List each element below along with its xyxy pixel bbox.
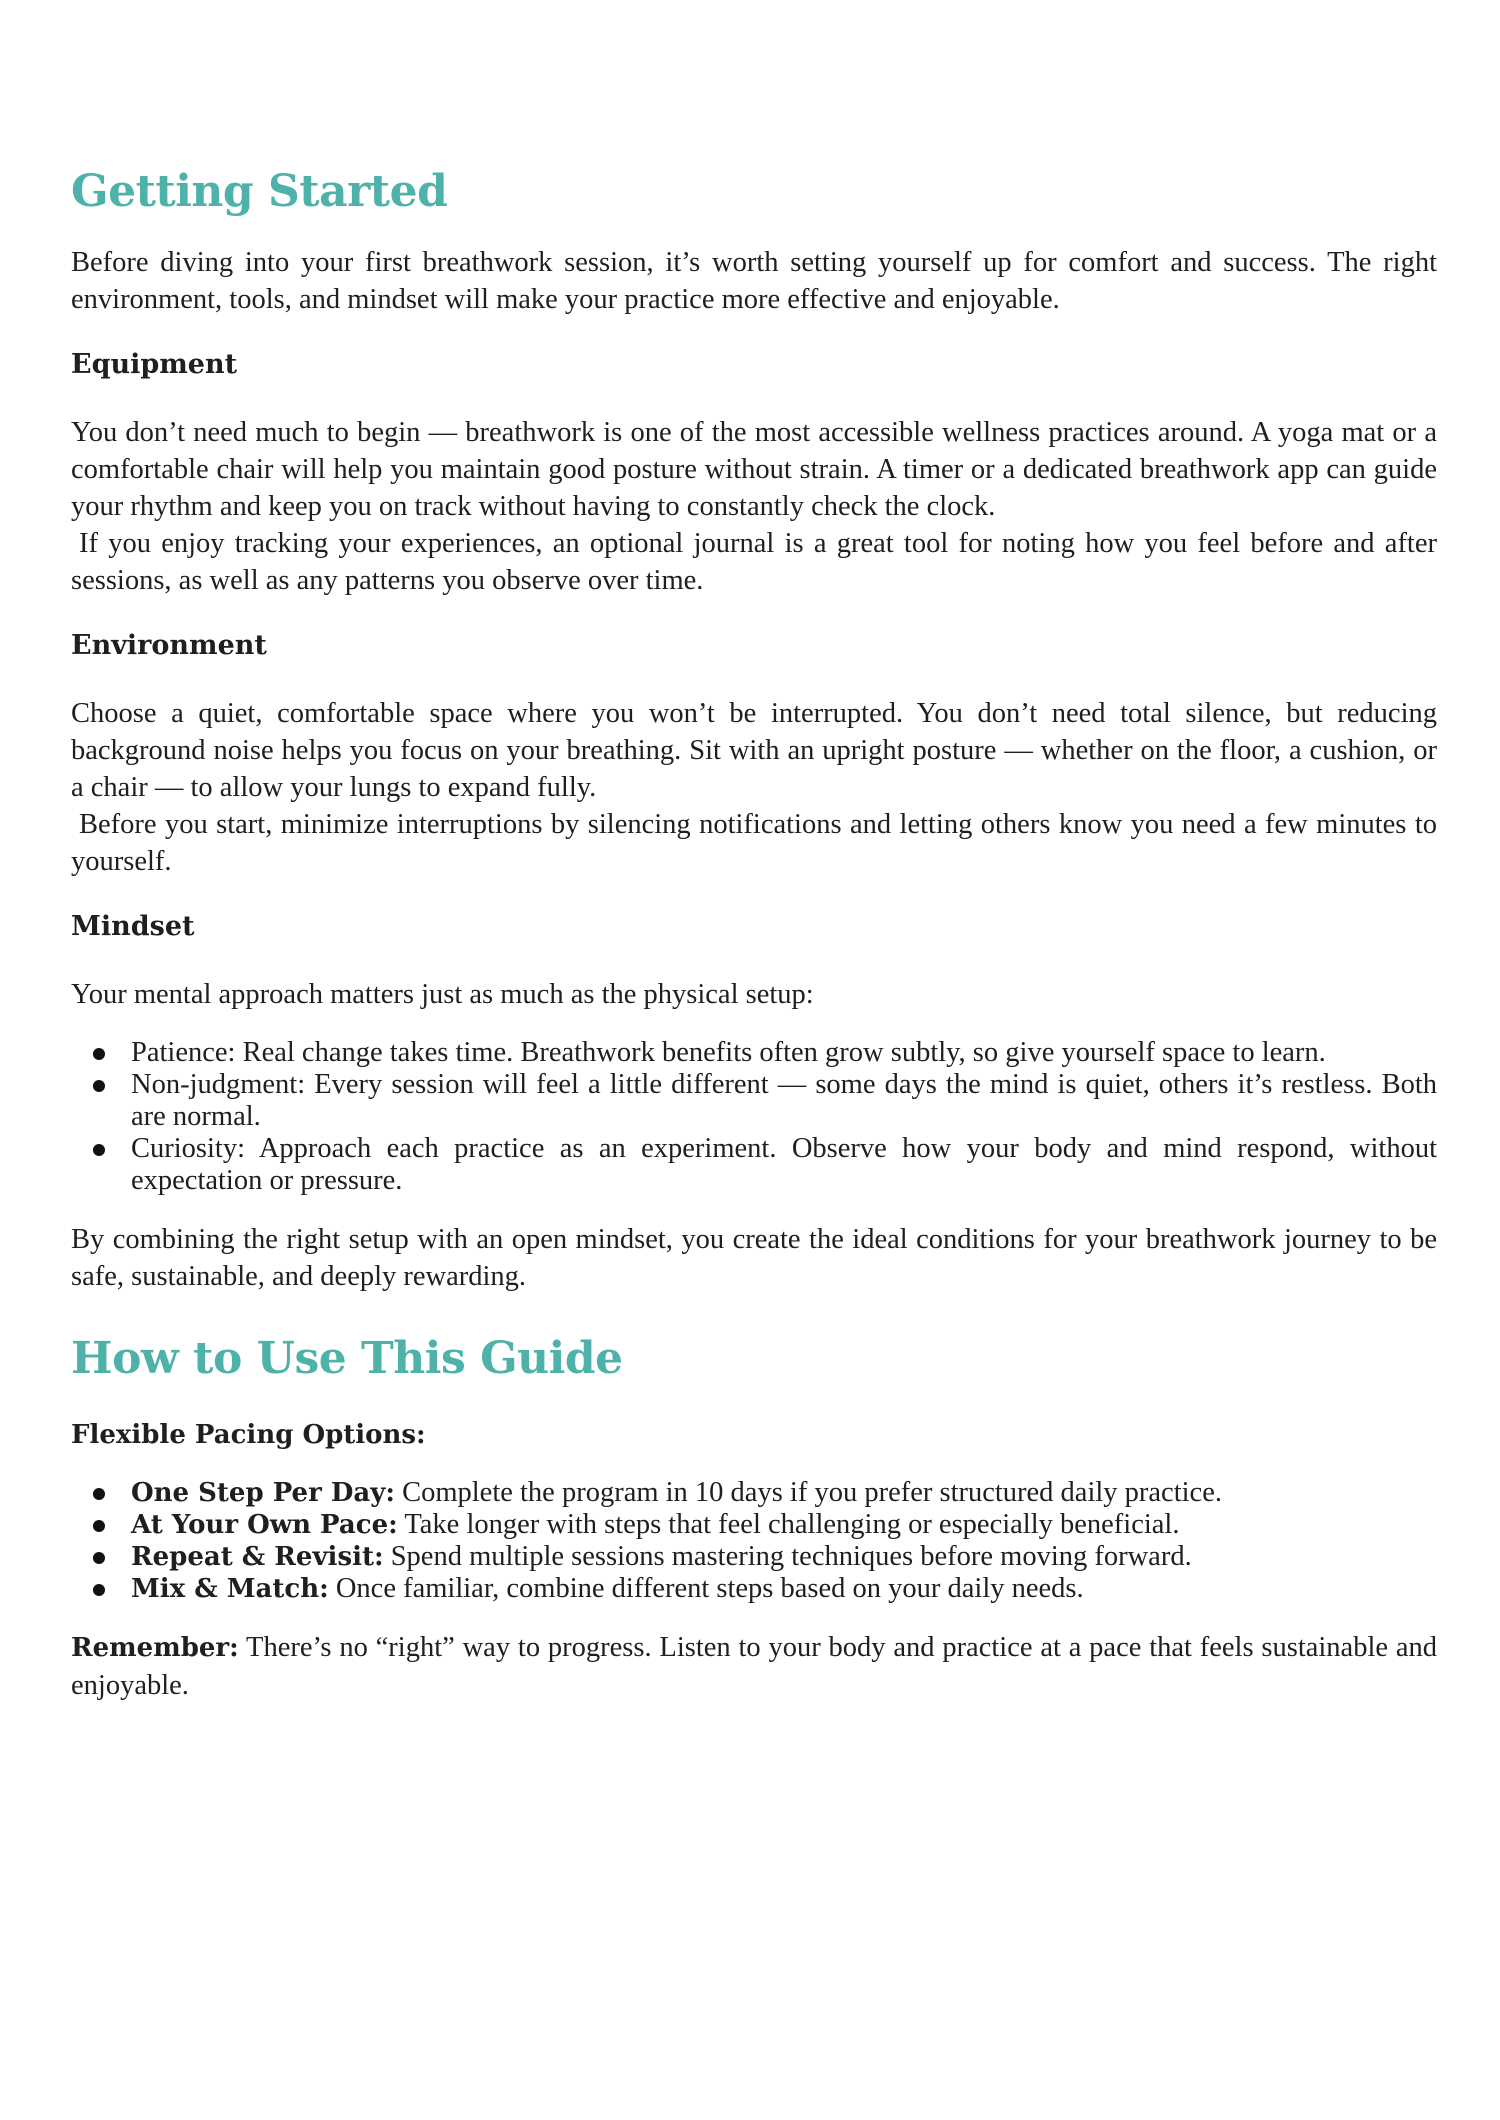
bullet-icon — [93, 1488, 105, 1500]
mindset-closing: By combining the right setup with an open mindset, you create the ideal conditions for your breathwork journey to be safe, sustainable, and deeply rewarding. — [71, 1224, 1437, 1292]
list-item — [71, 1037, 1437, 1069]
bullet-icon — [93, 1520, 105, 1532]
mindset-item-text: Non-judgment: Every session will feel a little different — some days the mind is quiet, others it’s restless. Both are normal. — [131, 1069, 1437, 1132]
list-item — [71, 1509, 1437, 1541]
remember-text: There’s no “right” way to progress. Listen to your body and practice at a pace that feels sustainable and enjoyable. — [71, 1632, 1437, 1701]
list-item — [71, 1069, 1437, 1133]
option-label: One Step Per Day: — [131, 1478, 395, 1508]
intro-paragraph: Before diving into your first breathwork session, it’s worth setting yourself up for comfort and success. The right environment, tools, and mindset will make your practice more effective and enjoyable. — [71, 247, 1437, 315]
mindset-item-text: Patience: Real change takes time. Breathwork benefits often grow subtly, so give yourself space to learn. — [131, 1037, 1326, 1068]
mindset-item-text: Curiosity: Approach each practice as an experiment. Observe how your body and mind respond, without expectation or pressure. — [131, 1133, 1437, 1196]
environment-paragraph: Choose a quiet, comfortable space where you won’t be interrupted. You don’t need total silence, but reducing background noise helps you focus on your breathing. Sit with an upright posture — whether on the floor, a cushion, or a chair — to allow your lungs to expand fully. — [71, 698, 1437, 803]
list-item — [71, 1133, 1437, 1197]
option-text: Complete the program in 10 days if you prefer structured daily practice. — [394, 1477, 1222, 1508]
bullet-icon — [93, 1584, 105, 1596]
heading-flexible-pacing: Flexible Pacing Options: — [71, 1420, 426, 1450]
list-item — [71, 1477, 1437, 1509]
document-page — [71, 150, 1437, 1704]
bullet-icon — [93, 1144, 105, 1156]
bullet-icon — [93, 1552, 105, 1564]
mindset-list — [71, 1037, 1437, 1197]
option-label: Mix & Match: — [131, 1574, 329, 1604]
list-item — [71, 1541, 1437, 1573]
heading-environment: Environment — [71, 630, 267, 661]
option-label: At Your Own Pace: — [131, 1510, 398, 1540]
heading-equipment: Equipment — [71, 349, 238, 380]
section-title-getting-started: Getting Started — [71, 166, 448, 217]
environment-paragraph-continued: Before you start, minimize interruptions by silencing notifications and letting others know you need a few minutes to yourself. — [71, 809, 1437, 877]
heading-mindset: Mindset — [71, 911, 195, 942]
list-item — [71, 1573, 1437, 1605]
bullet-icon — [93, 1080, 105, 1092]
remember-note — [71, 1629, 1437, 1704]
bullet-icon — [93, 1048, 105, 1060]
remember-label: Remember: — [71, 1633, 239, 1663]
option-text: Spend multiple sessions mastering techniques before moving forward. — [383, 1541, 1192, 1572]
option-text: Take longer with steps that feel challenging or especially beneficial. — [397, 1509, 1180, 1540]
option-text: Once familiar, combine different steps based on your daily needs. — [328, 1573, 1084, 1604]
option-label: Repeat & Revisit: — [131, 1542, 384, 1572]
pacing-options-list — [71, 1477, 1437, 1605]
equipment-paragraph: You don’t need much to begin — breathwork is one of the most accessible wellness practices around. A yoga mat or a comfortable chair will help you maintain good posture without strain. A timer or a dedicated breathwork app can guide your rhythm and keep you on track without having to constantly check the clock. — [71, 417, 1437, 522]
mindset-intro: Your mental approach matters just as much as the physical setup: — [71, 979, 814, 1010]
equipment-paragraph-continued: If you enjoy tracking your experiences, an optional journal is a great tool for noting how you feel before and after sessions, as well as any patterns you observe over time. — [71, 528, 1437, 596]
section-title-how-to-use: How to Use This Guide — [71, 1333, 623, 1384]
